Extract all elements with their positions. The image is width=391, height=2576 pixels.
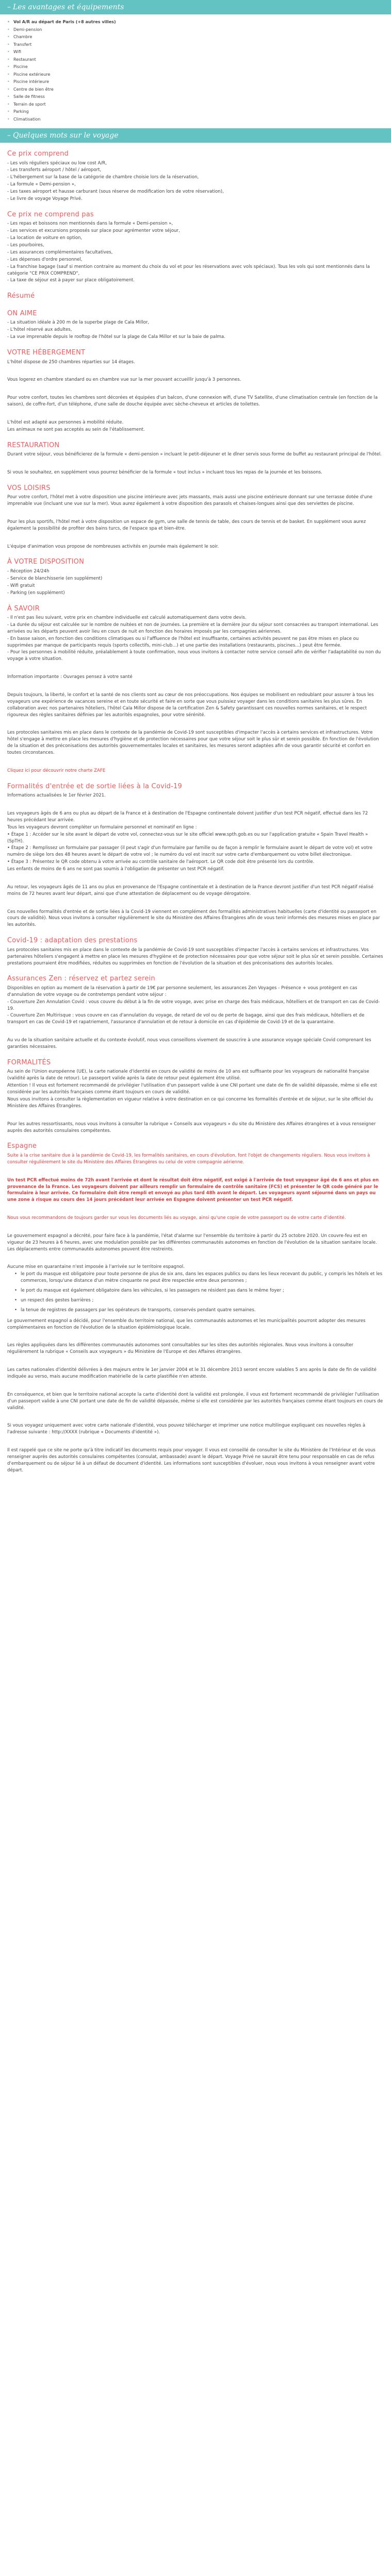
bullet-item: • la tenue de registres de passagers par les opérateurs de transports, conservés pendant quatre semaines. <box>14 1307 384 1314</box>
avantage-item: • Piscine intérieure <box>7 78 384 86</box>
avantage-item: • Salle de fitness <box>7 93 384 101</box>
avantage-item: • Vol A/R au départ de Paris (+8 autres villes) <box>7 19 384 26</box>
section-line: Depuis toujours, la liberté, le confort et la santé de nos clients sont au cœur de nos préoccupations. Nos équipes se mobilisent en redoublant pour assurer à tous les voyageurs une expérience de vacances sereine et en toute sécurité et faire en sorte que vous puissiez voyager dans les conditions sanitaires les plus sûres. En collaboration avec nos partenaires hôteliers, l'hôtel Cala Millor dispose de la certification Zen & Safety garantissant ces nouvelles normes sanitaires, et le respect rigoureux des règles sanitaires définies par les autorités espagnoles, pour votre sérénité. <box>7 692 374 718</box>
section-line <box>7 1253 384 1260</box>
section-line: - La formule « Demi-pension », <box>7 182 76 188</box>
section-line <box>7 366 384 372</box>
section-line: Un test PCR effectué moins de 72h avant l'arrivée et dont le résultat doit être négatif, est exigé à l'arrivée de tout voyageur âgé de 6 ans et plus en provenance de la France. Les voyageurs doivent par ailleurs remplir un formulaire de contrôle sanitaire (FCS) et présenter le QR code généré par le formulaire à leur arrivée. Ce formulaire doit être rempli et envoyé au plus tard 48h avant le départ. Les voyageurs ayant séjourné dans un pays ou une zone à risque au cours des 14 jours précédant leur arrivée en Espagne doivent présenter un test PCR négatif. <box>7 1177 379 1203</box>
bullet-item: • un respect des gestes barrières ; <box>14 1297 384 1304</box>
section-line: - Les dépenses d'ordre personnel, <box>7 257 83 262</box>
section-line: • Étape 2 : Remplissez un formulaire par passager (il peut s'agir d'un formulaire par famille ou de façon à remplir le formulaire avant le départ de votre vol) et votre numéro de siège lors des 48 heures avant le départ de votre vol ; le numéro du vol est inscrit sur votre carte d'embarquement ou votre billet électronique. <box>7 845 373 858</box>
section-line: - Les vols réguliers spéciaux ou low cost A/R, <box>7 160 107 166</box>
section-line: Vous logerez en chambre standard ou en chambre vue sur la mer pouvant accueillir jusqu'à 3 personnes. <box>7 377 241 383</box>
avantages-banner <box>0 0 391 14</box>
section-line: - Les pourboires, <box>7 243 44 248</box>
section-line: Les protocoles sanitaires mis en place dans le contexte de la pandémie de Covid-19 sont susceptibles d'impacter l'accès à certains services et infrastructures. Votre hôtel s'engage à mettre en place les mesures d'hygiène et de protection nécessaires pour que votre séjour soit le plus sûr et serein possible. En fonction de l'évolution de la situation et des préconisations des autorités gouvernementales locales et sanitaires, les mesures seront adaptées afin de vous garantir sécurité et confort en toutes circonstances. <box>7 730 379 756</box>
section-line: Le gouvernement espagnol a décrété, pour faire face à la pandémie, l'état d'alarme sur l'ensemble du territoire à partir du 25 octobre 2020. Un couvre-feu est en vigueur de 23 heures à 6 heures, avec une modulation possible par les différentes communautés autonomes en fonction de l'évolution de la situation sanitaire locale. Les déplacements entre communautés autonomes peuvent être restreints. <box>7 1233 377 1252</box>
section-line <box>7 1222 384 1229</box>
section-line: Les voyageurs âgés de 6 ans ou plus au départ de la France et à destination de l'Espagne continentale doivent justifier d'un test PCR négatif, effectué dans les 72 heures précédant leur arrivée. <box>7 811 368 823</box>
section-line: L'équipe d'animation vous propose de nombreuses activités en journée mais également le soir. <box>7 544 219 549</box>
avantage-item: • Demi-pension <box>7 26 384 34</box>
avantage-item: • Chambre <box>7 33 384 41</box>
section-line: - Service de blanchisserie (en supplément) <box>7 575 103 581</box>
section-line: - Les transferts aéroport / hôtel / aéroport, <box>7 167 102 173</box>
section-heading: RESTAURATION <box>7 441 60 449</box>
section-line: - Les repas et boissons non mentionnés dans la formule « Demi-pension », <box>7 221 173 227</box>
section-line: - Couverture Zen Annulation Covid : vous couvre du début à la fin de votre voyage, avec prise en charge des frais médicaux, hôtelliers et de transport en cas de Covid-19. <box>7 999 380 1011</box>
section-line: Tous les voyageurs devront compléter un formulaire personnel et nominatif en ligne : <box>7 824 197 830</box>
section-line: - Il n'est pas lieu suivant, votre prix en chambre individuelle est calculé automatiquement dans votre devis. <box>7 615 247 621</box>
section-line: Les protocoles sanitaires mis en place dans le contexte de la pandémie de Covid-19 sont susceptibles d'impacter l'accès à certains services et infrastructures. Vos partenaires hôteliers s'engagent à mettre en place les mesures d'hygiène et de protection nécessaires pour que votre séjour soit le plus sûr et serein possible. Certaines prestations pourraient être modifiées, réduites ou supprimées en fonction de l'évolution de la situation et des préconisations des autorités locales. <box>7 947 383 966</box>
section-bullets <box>14 1271 384 1313</box>
section-line: Nous vous recommandons de toujours garder sur vous les documents liés au voyage, ainsi qu'une copie de votre passeport ou de votre carte d'identité. <box>7 1215 346 1221</box>
section-line: • Étape 3 : Présentez le QR code obtenu à votre arrivée au contrôle sanitaire de l'aéroport. Le QR code doit être présenté lors du contrôle. <box>7 859 315 865</box>
bullet-item: • le port du masque est également obligatoire dans les véhicules, si les passagers ne résident pas dans le même foyer ; <box>14 1287 384 1294</box>
section-heading: Ce prix ne comprend pas <box>7 210 94 218</box>
section-heading: Espagne <box>7 1142 37 1150</box>
section-line <box>7 1412 384 1418</box>
section-line <box>7 1436 384 1443</box>
section-heading: À VOTRE DISPOSITION <box>7 558 85 566</box>
avantages-title: Les avantages et équipements <box>13 3 124 11</box>
section-line: Suite à la crise sanitaire due à la pandémie de Covid-19, les formalités sanitaires, en cours d'évolution, font l'objet de changements réguliers. Nous vous invitons à consulter régulièrement le site du Ministère des Affaires Étrangères ou celui de votre compagnie aérienne. <box>7 1153 370 1165</box>
section-line: - Wifi gratuit <box>7 583 35 588</box>
avantage-item: • Centre de bien être <box>7 86 384 94</box>
section-line: - Les assurances complémentaires facultatives, <box>7 249 113 255</box>
section-line <box>7 1332 384 1338</box>
avantage-item: • Piscine <box>7 63 384 71</box>
section-heading: Assurances Zen : réservez et partez serein <box>7 975 155 983</box>
section-line: Au sein de l'Union européenne (UE), la carte nationale d'identité en cours de validité de moins de 10 ans est suffisante pour les voyageurs de nationalité française (validité après la date de retour). Le passeport valide après la date de retour peut également être utilisé. <box>7 1069 369 1081</box>
section-line: Disponibles en option au moment de la réservation à partir de 19€ par personne seulement, les assurances Zen Voyages - Présence + vous protègent en cas d'annulation de votre voyage ou de contretemps pendant votre séjour : <box>7 985 357 997</box>
section-line: - Les taxes aéroport et hausse carburant (sous réserve de modification lors de votre réservation), <box>7 189 224 195</box>
banner-dash: – <box>7 3 11 11</box>
section-line: Informations actualisées le 1er février 2021. <box>7 793 106 799</box>
section-line: Les règles appliquées dans les différentes communautés autonomes sont consultables sur les sites des autorités régionales. Nous vous invitons à consulter régulièrement la rubrique « Conseils aux voyageurs » du Ministère de l'Europe et des Affaires étrangères. <box>7 1343 353 1355</box>
section-line: Pour votre confort, l'hôtel met à votre disposition une piscine intérieure avec jets massants, mais aussi une piscine extérieure donnant sur une terrasse dotée d'une imprenable vue (incluant une vue sur la mer). Vous aurez également à votre disposition des parasols et chaises-longues ainsi que des serviettes de piscine. <box>7 495 372 507</box>
section-heading: Covid-19 : adaptation des prestations <box>7 937 138 945</box>
section-line: Cliquez ici pour découvrir notre charte ZAFE <box>7 768 106 773</box>
avantages-list <box>7 19 384 123</box>
section-heading: À SAVOIR <box>7 604 40 613</box>
section-line <box>7 663 384 670</box>
section-line: Il est rappelé que ce site ne porte qu'à titre indicatif les documents requis pour voyager. Il vous est conseillé de consulter le site du Ministère de l'Intérieur et de vous renseigner auprès des autorités consulaires compétentes (consulat, ambassade) avant le départ. Voyage Privé ne saurait être tenu pour responsable en cas de refus d'embarquement ou de séjour lié à un défaut de document d'identité. Les informations sont susceptibles d'évoluer, nous vous invitons à vous renseigner avant votre départ. <box>7 1448 376 1473</box>
section-line: Les enfants de moins de 6 ans ne sont pas soumis à l'obligation de présenter un test PCR négatif. <box>7 867 224 872</box>
section-line: - La durée du séjour est calculée sur le nombre de nuitées et non de journées. La première et la dernière jour du séjour sont consacrées au transport international. Les arrivées ou les départs peuvent avoir lieu en cours de nuit en fonction des horaires imposés par les compagnies aériennes. <box>7 622 379 634</box>
avantage-item: • Climatisation <box>7 116 384 124</box>
section-line: - La location de voiture en option, <box>7 235 83 241</box>
avantage-item: • Transfert <box>7 41 384 49</box>
avantage-item: • Restaurant <box>7 56 384 64</box>
section-line <box>7 681 384 688</box>
section-line: - Pour les personnes à mobilité réduite, préalablement à toute confirmation, nous vous invitons à contacter notre service conseil afin de vérifier l'adaptabilité ou non du voyage à votre situation. <box>7 650 381 662</box>
section-heading: ON AIME <box>7 309 37 317</box>
section-line: Pour votre confort, toutes les chambres sont décorées et équipées d'un balcon, d'une connexion wifi, d'une TV Satellite, d'une climatisation centrale (en fonction de la saison), de coffre-fort, d'un téléphone, d'une salle de douche équipée avec sèche-cheveux et articles de toilettes. <box>7 395 378 407</box>
section-line: - Le livre de voyage Voyage Privé. <box>7 196 83 201</box>
avantage-item: • Terrain de sport <box>7 101 384 109</box>
section-line <box>7 1204 384 1211</box>
section-heading: VOTRE HÉBERGEMENT <box>7 349 86 357</box>
section-line: Pour les plus sportifs, l'hôtel met à votre disposition un espace de gym, une salle de tennis de table, des cours de tennis et de basket. En supplément vous aurez également la possibilité de profiter des bains turcs, de l'espace spa et bien-être. <box>7 519 366 531</box>
avantage-item: • Wifi <box>7 48 384 56</box>
section-line <box>7 898 384 905</box>
section-line: - Parking (en supplément) <box>7 590 65 596</box>
section-line <box>7 1026 384 1033</box>
section-line <box>7 1110 384 1117</box>
bullet-item: • le port du masque est obligatoire pour toute personne de plus de six ans, dans les espaces publics ou dans les lieux recevant du public, y compris les hôtels et les commerces, lorsqu'une distance d'un mètre cinquante ne peut être respectée entre deux personnes ; <box>14 1271 384 1284</box>
section-line <box>7 757 384 764</box>
section-line: - Les services et excursions proposés sur place pour agrémenter votre séjour, <box>7 228 180 234</box>
section-line <box>7 384 384 391</box>
section-line <box>7 1356 384 1363</box>
section-line: Au retour, les voyageurs âgés de 11 ans ou plus en provenance de l'Espagne continentale et à destination de la France devront justifier d'un test PCR négatif réalisé moins de 72 heures avant leur départ, ainsi que d'une attestation de déplacement ou de voyage dérogatoire. <box>7 884 373 896</box>
avantages-section <box>0 14 391 128</box>
section-line <box>7 508 384 515</box>
section-line: - Réception 24/24h <box>7 568 50 574</box>
section-line <box>7 459 384 465</box>
notes-banner <box>0 128 391 143</box>
section-line: Nous vous invitons à consulter la règlementation en vigueur relative à votre destination en ce qui concerne les formalités d'entrée et de séjour, sur le site officiel du Ministère des Affaires Étrangères. <box>7 1097 373 1109</box>
section-heading: Ce prix comprend <box>7 150 69 158</box>
section-line: - L'hébergement sur la base de la catégorie de chambre choisie lors de la réservation, <box>7 175 199 180</box>
section-line: Attention ! Il vous est fortement recommandé de privilégier l'utilisation d'un passeport valide à une CNI portant une date de fin de validité dépassée, même si elle est considérée par les autorités françaises comme étant toujours en cours de validité. <box>7 1083 377 1095</box>
section-line <box>7 719 384 725</box>
section-line: Les cartes nationales d'identité délivrées à des majeurs entre le 1er janvier 2004 et le 31 décembre 2013 seront encore valables 5 ans après la date de fin de validité indiquée au verso, mais aucune modification matérielle de la carte plastifiée n'en atteste. <box>7 1367 377 1379</box>
section-heading: Résumé <box>7 292 35 300</box>
section-line: Les animaux ne sont pas acceptés au sein de l'établissement. <box>7 427 145 432</box>
section-line <box>7 1381 384 1387</box>
section-line: - La situation idéale à 200 m de la superbe plage de Cala Millor, <box>7 320 150 326</box>
section-line: • Étape 1 : Accéder sur le site avant le départ de votre vol, connectez-vous sur le site officiel www.spth.gob.es ou sur l'application gratuite « Spain Travel Health » (SpTH). <box>7 832 368 844</box>
section-line: - Couverture Zen Multirisque : vous couvre en cas d'annulation du voyage, de retard de vol ou de perte de bagage, ainsi que des frais médicaux, hôtelliers et de transport en cas de Covid-19 et rapatriement, l'assurance d'annulation et de retour à domicile en cas d'épidémie de Covid-19 et de la quarantaine. <box>7 1013 365 1025</box>
notes-section <box>0 143 391 1480</box>
section-line <box>7 533 384 539</box>
avantage-item: • Parking <box>7 108 384 116</box>
section-line: - En basse saison, en fonction des conditions climatiques ou si l'affluence de l'hôtel est insuffisante, certaines activités peuvent ne pas être mises en place ou supprimées par manque de participants requis (sports collectifs, mini-club...) et une partie des installations (restaurants, piscines...) peut être fermée. <box>7 636 359 648</box>
section-line: Le gouvernement espagnol a décidé, pour l'ensemble du territoire national, que les communautés autonomes et les municipalités pourront adopter des mesures complémentaires en fonction de l'évolution de la situation épidémiologique locale. <box>7 1318 366 1330</box>
avantage-item: • Piscine extérieure <box>7 71 384 79</box>
section-line: Information importante : Ouvrages pensez à votre santé <box>7 674 133 680</box>
section-heading: Formalités d'entrée et de sortie liées à la Covid-19 <box>7 782 182 790</box>
section-line: Si vous voyagez uniquement avec votre carte nationale d'identité, vous pouvez télécharger et imprimer une notice multilingue expliquant ces nouvelles règles à l'adresse suivante : http://XXXX (rubrique « Documents d'identité »). <box>7 1423 366 1435</box>
section-line: Au vu de la situation sanitaire actuelle et du contexte évolutif, nous vous conseillons vivement de souscrire à une assurance voyage spéciale Covid comprenant les garanties nécessaires. <box>7 1038 371 1050</box>
section-line: - La franchise bagage (sauf si mention contraire au moment du choix du vol et pour les réservations avec vols spéciaux). Tous les vols qui sont mentionnés dans la catégorie "CE PRIX COMPREND", <box>7 264 370 276</box>
section-heading: FORMALITÉS <box>7 1058 51 1066</box>
section-line: - La vue imprenable depuis le rooftop de l'hôtel sur la plage de Cala Millor et sur la baie de palma. <box>7 334 225 340</box>
section-line: L'hôtel est adapté aux personnes à mobilité réduite. <box>7 419 124 425</box>
section-line <box>7 1166 384 1173</box>
section-line <box>7 409 384 415</box>
section-line: En conséquence, et bien que le territoire national accepte la carte d'identité dont la validité est prolongée, il vous est fortement recommandé de privilégier l'utilisation d'un passeport valide à une CNI portant une date de fin de validité dépassée, même si elle est considérée par les autorités françaises comme étant toujours en cours de validité. <box>7 1392 383 1411</box>
section-line: Durant votre séjour, vous bénéficierez de la formule « demi-pension » incluant le petit-déjeuner et le dîner servis sous forme de buffet au restaurant principal de l'hôtel. <box>7 452 382 457</box>
section-line: Pour les autres ressortissants, nous vous invitons à consulter la rubrique « Conseils aux voyageurs » du site du Ministère des Affaires étrangères et à vous renseigner auprès des autorités consulaires compétentes. <box>7 1121 376 1133</box>
banner-dash: – <box>7 131 11 140</box>
section-line <box>7 873 384 880</box>
section-heading: VOS LOISIRS <box>7 484 51 492</box>
notes-title: Quelques mots sur le voyage <box>13 131 119 140</box>
section-line <box>7 800 384 806</box>
section-line: - La taxe de séjour est à payer sur place obligatoirement. <box>7 278 135 283</box>
section-line: Aucune mise en quarantaine n'est imposée à l'arrivée sur le territoire espagnol. <box>7 1264 185 1270</box>
section-line: - L'hôtel réservé aux adultes, <box>7 327 72 333</box>
section-line: L'hôtel dispose de 250 chambres réparties sur 14 étages. <box>7 359 135 365</box>
section-line: Ces nouvelles formalités d'entrée et de sortie liées à la Covid-19 viennent en complément des formalités administratives habituelles (carte d'identité ou passeport en cours de validité). Nous vous invitons à consulter régulièrement le site du Ministère des Affaires Étrangères afin de vous tenir informés des mesures mises en place par les autorités. <box>7 909 380 928</box>
section-line: Si vous le souhaitez, en supplément vous pourrez bénéficier de la formule « tout inclus » incluant tous les repas de la journée et les boissons. <box>7 469 322 475</box>
